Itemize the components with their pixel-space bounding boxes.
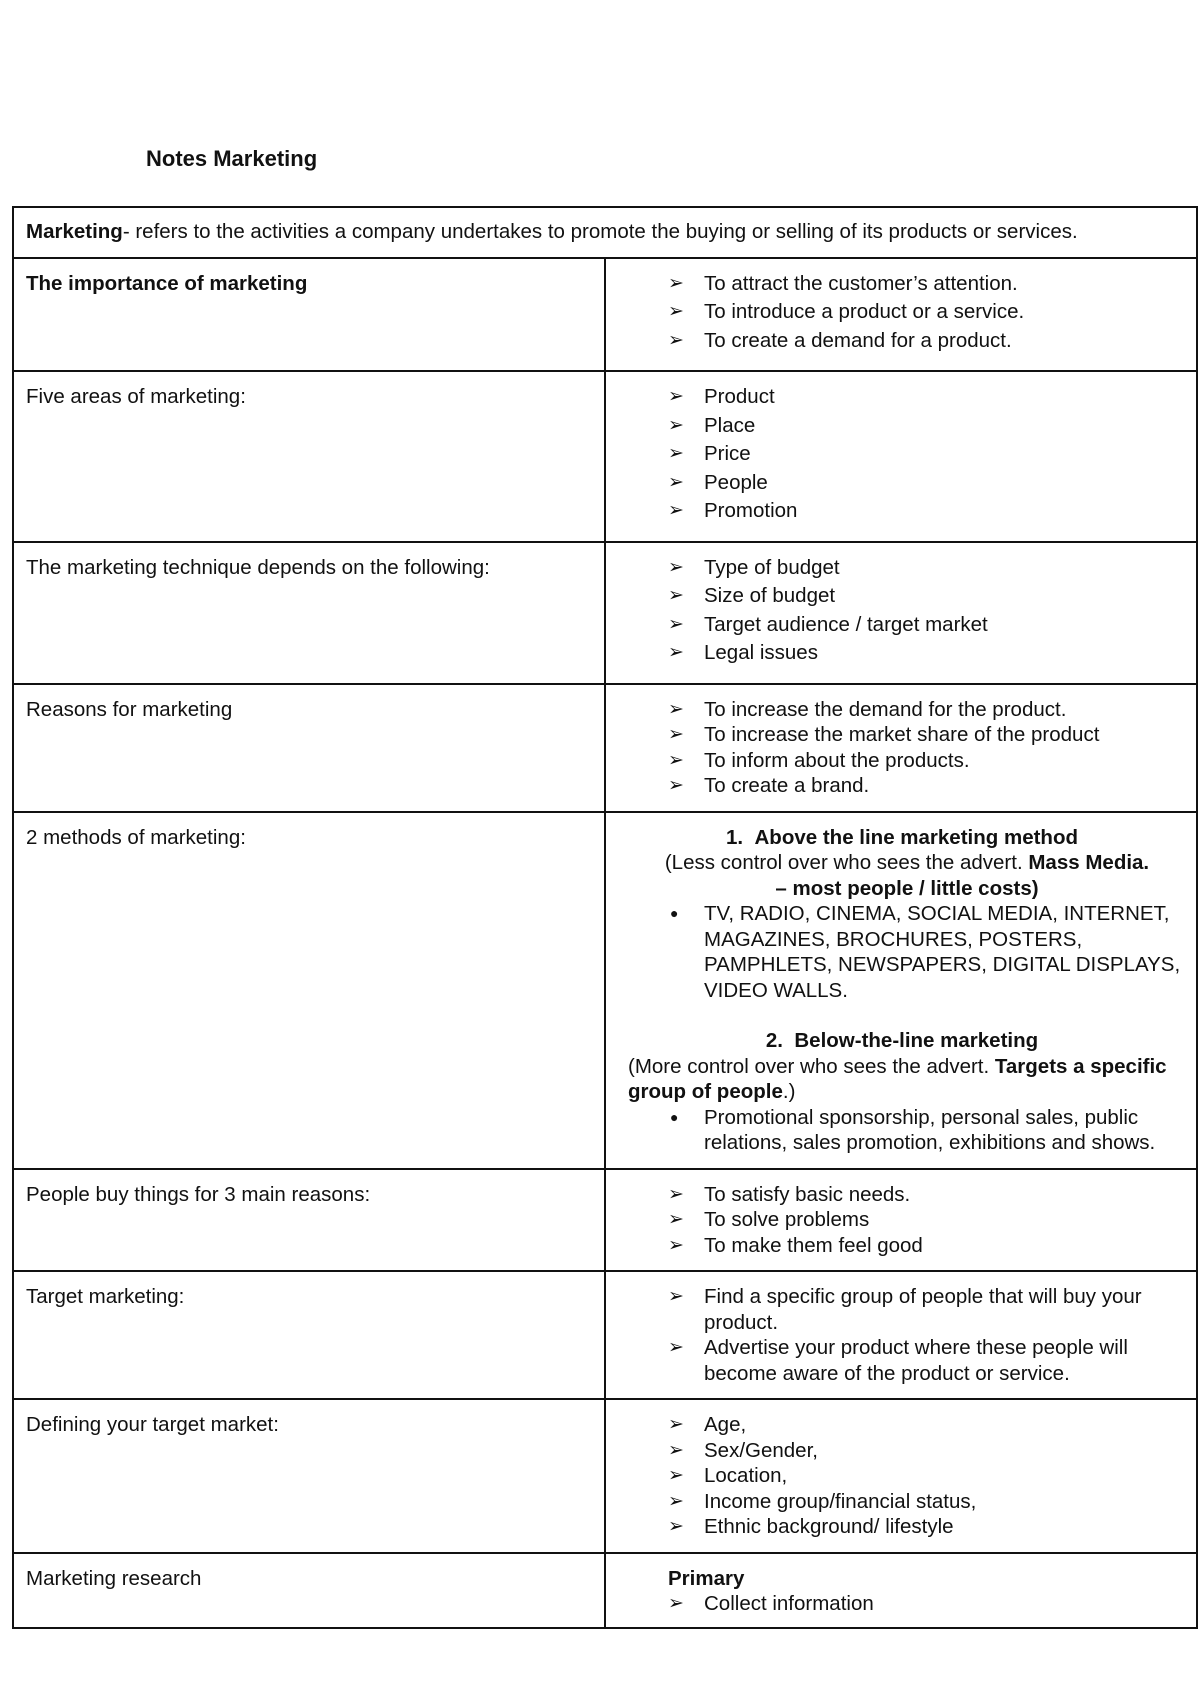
list-item: ➢ To increase the market share of the product bbox=[668, 723, 1100, 746]
arrow-bullet-icon: ➢ bbox=[668, 698, 684, 720]
arrow-bullet-icon: ➢ bbox=[668, 775, 684, 796]
arrow-bullet-icon: ➢ bbox=[668, 1465, 684, 1486]
row-content-target-marketing bbox=[605, 1271, 1197, 1399]
list-item: ➢ Target audience / target market bbox=[668, 612, 988, 636]
arrow-bullet-icon: ➢ bbox=[668, 1183, 684, 1205]
list-item: ➢ Legal issues bbox=[668, 641, 818, 664]
row-label-methods: 2 methods of marketing: bbox=[13, 812, 605, 1169]
table-row bbox=[13, 258, 1197, 372]
list-item: ➢ Advertise your product where these people will become aware of the product or service. bbox=[668, 1336, 1128, 1385]
method-2-list bbox=[618, 1105, 1186, 1156]
arrow-bullet-icon: ➢ bbox=[668, 1414, 684, 1435]
list-item: ➢ To attract the customer’s attention. bbox=[668, 271, 1018, 295]
list-item: ➢ Collect information bbox=[668, 1592, 874, 1615]
list-item: ● TV, RADIO, CINEMA, SOCIAL MEDIA, INTERNET, MAGAZINES, BROCHURES, POSTERS, PAMPHLETS, NEWSPAPERS, DIGITAL DISPLAYS, VIDEO WALLS. bbox=[670, 902, 1181, 1002]
five-areas-list bbox=[618, 384, 1186, 524]
arrow-bullet-icon: ➢ bbox=[668, 500, 684, 521]
list-item: ➢ To create a brand. bbox=[668, 774, 870, 797]
list-item: ➢ Price bbox=[668, 442, 751, 465]
arrow-bullet-icon: ➢ bbox=[668, 329, 684, 351]
arrow-bullet-icon: ➢ bbox=[668, 386, 684, 407]
definition-row bbox=[13, 207, 1197, 258]
row-content-buy-reasons bbox=[605, 1169, 1197, 1272]
arrow-bullet-icon: ➢ bbox=[668, 556, 684, 578]
method-1-heading: 1. Above the line marketing method bbox=[725, 825, 1078, 849]
research-list bbox=[618, 1591, 1186, 1617]
row-content-importance bbox=[605, 258, 1197, 372]
table-row bbox=[13, 684, 1197, 812]
list-item: ➢ To introduce a product or a service. bbox=[668, 300, 1025, 323]
arrow-bullet-icon: ➢ bbox=[668, 1234, 684, 1256]
list-item: ➢ To increase the demand for the product. bbox=[668, 697, 1067, 721]
method-1-note: (Less control over who sees the advert. Mass Media. – most people / little costs) bbox=[664, 851, 1150, 900]
target-marketing-list bbox=[618, 1284, 1186, 1386]
row-label-reasons: Reasons for marketing bbox=[13, 684, 605, 812]
row-content-technique bbox=[605, 542, 1197, 684]
arrow-bullet-icon: ➢ bbox=[668, 471, 684, 493]
list-item: ➢ Size of budget bbox=[668, 584, 836, 607]
list-item: ➢ People bbox=[668, 470, 768, 494]
research-subheading: Primary bbox=[668, 1566, 745, 1590]
row-content-research bbox=[605, 1553, 1197, 1628]
list-item: ➢ Find a specific group of people that will buy your product. bbox=[668, 1285, 1142, 1334]
method-1-list bbox=[618, 901, 1186, 1003]
row-label-technique: The marketing technique depends on the following: bbox=[13, 542, 605, 684]
technique-list bbox=[618, 555, 1186, 666]
table-row bbox=[13, 1399, 1197, 1553]
list-item: ➢ Age, bbox=[668, 1413, 747, 1436]
list-item: ➢ Ethnic background/ lifestyle bbox=[668, 1515, 954, 1538]
list-item: ➢ To satisfy basic needs. bbox=[668, 1182, 911, 1206]
row-label-buy-reasons: People buy things for 3 main reasons: bbox=[13, 1169, 605, 1272]
arrow-bullet-icon: ➢ bbox=[668, 749, 684, 771]
row-content-five-areas bbox=[605, 371, 1197, 542]
arrow-bullet-icon: ➢ bbox=[668, 414, 684, 436]
arrow-bullet-icon: ➢ bbox=[668, 642, 684, 663]
bullet-icon: ● bbox=[670, 1108, 679, 1125]
row-label-target-marketing: Target marketing: bbox=[13, 1271, 605, 1399]
list-item: ➢ Promotion bbox=[668, 499, 798, 522]
arrow-bullet-icon: ➢ bbox=[668, 724, 684, 745]
arrow-bullet-icon: ➢ bbox=[668, 1516, 684, 1537]
list-item: ➢ Sex/Gender, bbox=[668, 1438, 818, 1462]
method-2-heading: 2. Below-the-line marketing bbox=[765, 1029, 1039, 1052]
definition-text: - refers to the activities a company undertakes to promote the buying or selling of its products or services. bbox=[122, 220, 1078, 243]
table-row bbox=[13, 1553, 1197, 1628]
arrow-bullet-icon: ➢ bbox=[668, 443, 684, 464]
definition-cell bbox=[13, 207, 1197, 258]
arrow-bullet-icon: ➢ bbox=[668, 585, 684, 606]
buy-reasons-list bbox=[618, 1182, 1186, 1259]
row-content-defining bbox=[605, 1399, 1197, 1553]
arrow-bullet-icon: ➢ bbox=[668, 1286, 684, 1307]
arrow-bullet-icon: ➢ bbox=[668, 1439, 684, 1461]
list-item: ➢ Type of budget bbox=[668, 555, 840, 579]
page-title: Notes Marketing bbox=[146, 146, 318, 171]
table-row bbox=[13, 812, 1197, 1169]
arrow-bullet-icon: ➢ bbox=[668, 301, 684, 322]
table-row bbox=[13, 1271, 1197, 1399]
list-item: ➢ Income group/financial status, bbox=[668, 1489, 977, 1513]
row-content-methods bbox=[605, 812, 1197, 1169]
list-item: ➢ To inform about the products. bbox=[668, 748, 970, 772]
table-row bbox=[13, 542, 1197, 684]
arrow-bullet-icon: ➢ bbox=[668, 1490, 684, 1512]
reasons-list bbox=[618, 697, 1186, 799]
table-row bbox=[13, 1169, 1197, 1272]
defining-list bbox=[618, 1412, 1186, 1540]
row-content-reasons bbox=[605, 684, 1197, 812]
arrow-bullet-icon: ➢ bbox=[668, 1337, 684, 1358]
list-item: ➢ To create a demand for a product. bbox=[668, 328, 1012, 352]
row-label-five-areas: Five areas of marketing: bbox=[13, 371, 605, 542]
definition-term: Marketing bbox=[26, 220, 123, 243]
bullet-icon: ● bbox=[670, 905, 679, 921]
arrow-bullet-icon: ➢ bbox=[668, 1593, 684, 1614]
list-item: ● Promotional sponsorship, personal sales, public relations, sales promotion, exhibitions and shows. bbox=[670, 1105, 1156, 1154]
method-2-note: (More control over who sees the advert. Targets a specific group of people.) bbox=[628, 1054, 1167, 1103]
row-label-importance: The importance of marketing bbox=[13, 258, 605, 372]
list-item: ➢ Location, bbox=[668, 1464, 788, 1487]
notes-table bbox=[12, 206, 1198, 1629]
list-item: ➢ Product bbox=[668, 385, 775, 408]
table-row bbox=[13, 371, 1197, 542]
importance-list bbox=[618, 271, 1186, 354]
arrow-bullet-icon: ➢ bbox=[668, 272, 684, 294]
arrow-bullet-icon: ➢ bbox=[668, 1209, 684, 1230]
list-item: ➢ Place bbox=[668, 413, 756, 437]
row-label-defining: Defining your target market: bbox=[13, 1399, 605, 1553]
row-label-research: Marketing research bbox=[13, 1553, 605, 1628]
list-item: ➢ To solve problems bbox=[668, 1208, 870, 1231]
arrow-bullet-icon: ➢ bbox=[668, 613, 684, 635]
list-item: ➢ To make them feel good bbox=[668, 1233, 923, 1257]
